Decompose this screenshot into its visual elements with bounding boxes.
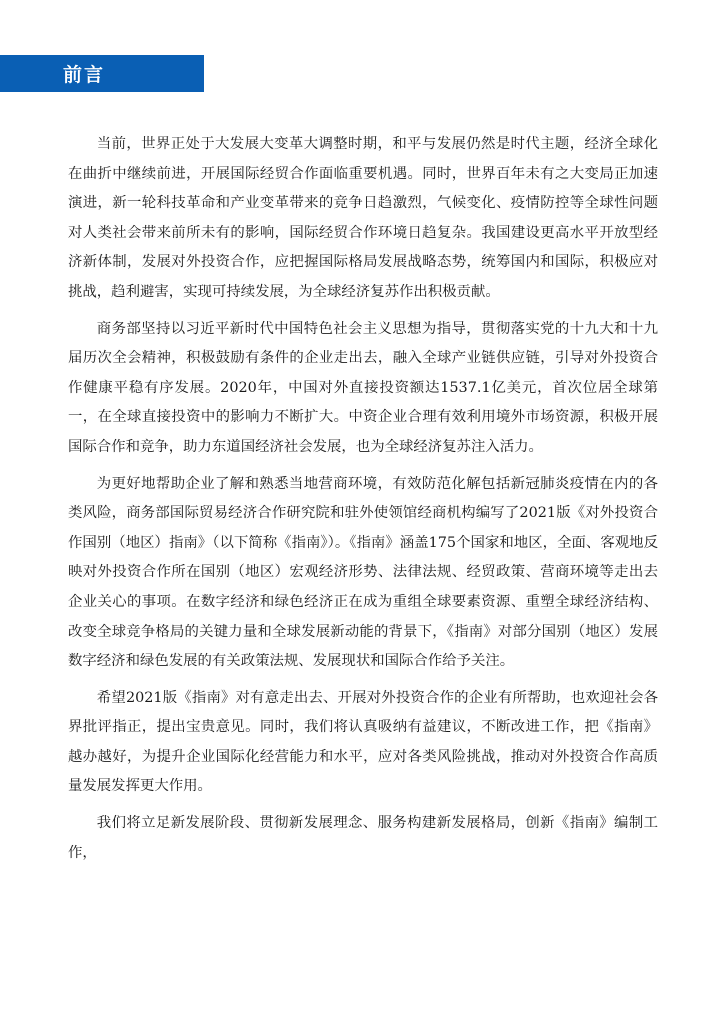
paragraph-4: 希望2021版《指南》对有意走出去、开展对外投资合作的企业有所帮助，也欢迎社会各界批评指正，提出宝贵意见。同时，我们将认真吸纳有益建议，不断改进工作，把《指南》越办越好，为提升企业国际化经营能力和水平，应对各类风险挑战，推动对外投资合作高质量发展发挥更大作用。 <box>68 689 658 795</box>
document-body <box>68 130 658 875</box>
section-title: 前言 <box>63 64 106 86</box>
paragraph-5: 我们将立足新发展阶段、贯彻新发展理念、服务构建新发展格局，创新《指南》编制工作， <box>68 815 658 861</box>
paragraph-1: 当前，世界正处于大发展大变革大调整时期，和平与发展仍然是时代主题，经济全球化在曲折中继续前进，开展国际经贸合作面临重要机遇。同时，世界百年未有之大变局正加速演进，新一轮科技革命和产业变革带来的竞争日趋激烈，气候变化、疫情防控等全球性问题对人类社会带来前所未有的影响，国际经贸合作环境日趋复杂。我国建设更高水平开放型经济新体制，发展对外投资合作，应把握国际格局发展战略态势，统筹国内和国际，积极应对挑战，趋利避害，实现可持续发展，为全球经济复苏作出积极贡献。 <box>68 136 658 300</box>
section-header-banner <box>0 55 204 92</box>
paragraph-3: 为更好地帮助企业了解和熟悉当地营商环境，有效防范化解包括新冠肺炎疫情在内的各类风险，商务部国际贸易经济合作研究院和驻外使领馆经商机构编写了2021版《对外投资合作国别（地区）指南》（以下简称《指南》）。《指南》涵盖175个国家和地区，全面、客观地反映对外投资合作所在国别（地区）宏观经济形势、法律法规、经贸政策、营商环境等走出去企业关心的事项。在数字经济和绿色经济正在成为重组全球要素资源、重塑全球经济结构、改变全球竞争格局的关键力量和全球发展新动能的背景下，《指南》对部分国别（地区）发展数字经济和绿色发展的有关政策法规、发展现状和国际合作给予关注。 <box>68 475 658 670</box>
paragraph-2: 商务部坚持以习近平新时代中国特色社会主义思想为指导，贯彻落实党的十九大和十九届历次全会精神，积极鼓励有条件的企业走出去，融入全球产业链供应链，引导对外投资合作健康平稳有序发展。2020年，中国对外直接投资额达1537.1亿美元，首次位居全球第一，在全球直接投资中的影响力不断扩大。中资企业合理有效利用境外市场资源，积极开展国际合作和竞争，助力东道国经济社会发展，也为全球经济复苏注入活力。 <box>68 320 658 455</box>
